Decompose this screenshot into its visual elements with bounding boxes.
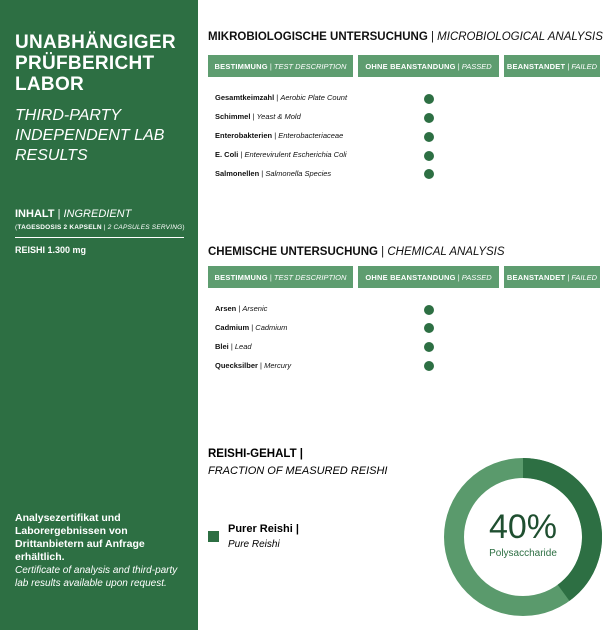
table-row: E. Coli | Enterevirulent Escherichia Coli [215, 150, 347, 159]
passed-dot [424, 305, 434, 315]
passed-dot [424, 151, 434, 161]
row-en: Mercury [264, 361, 292, 370]
reishi-section-title: REISHI-GEHALT | [208, 448, 304, 460]
header-bestimmung: BESTIMMUNG [214, 61, 268, 71]
dose-en: 2 CAPSULES SERVING [107, 224, 183, 231]
row-de: Enterobakterien [215, 131, 273, 140]
row-de: Cadmium [215, 323, 250, 332]
row-en: Cadmium [255, 323, 288, 332]
row-en: Salmonella Species [265, 169, 332, 178]
chem-title-de: CHEMISCHE UNTERSUCHUNG [208, 246, 378, 258]
table-row: Arsen | Arsenic [215, 304, 268, 313]
header-passed: PASSED [461, 272, 492, 282]
table-row: Cadmium | Cadmium [215, 323, 288, 332]
reishi-amount: REISHI 1.300 mg [15, 245, 87, 255]
ingredient-de: INHALT [15, 208, 55, 220]
header-bestimmung: BESTIMMUNG [214, 272, 268, 282]
chem-header-failed: BEANSTANDET | FAILED [504, 266, 600, 288]
chem-header-passed: OHNE BEANSTANDUNG | PASSED [358, 266, 499, 288]
micro-section-title: MIKROBIOLOGISCHE UNTERSUCHUNG | MICROBIOLOGICAL ANALYSIS [208, 31, 603, 43]
micro-header-test: BESTIMMUNG | TEST DESCRIPTION [208, 55, 353, 77]
table-row: Blei | Lead [215, 342, 252, 351]
dose-de: TAGESDOSIS 2 KAPSELN [17, 224, 102, 231]
passed-dot [424, 132, 434, 142]
row-de: Quecksilber [215, 361, 258, 370]
row-en: Enterobacteriaceae [278, 131, 344, 140]
row-de: E. Coli [215, 150, 239, 159]
header-beanstandet: BEANSTANDET [506, 272, 566, 282]
percent-caption: Polysaccharide [489, 548, 557, 559]
title-german: UNABHÄNGIGER PRÜFBERICHT LABOR [15, 32, 176, 95]
certificate-note-english: Certificate of analysis and third-party lab results available upon request. [15, 565, 178, 589]
header-passed: PASSED [461, 61, 492, 71]
legend-de: Purer Reishi [228, 523, 293, 535]
reishi-section-subtitle: FRACTION OF MEASURED REISHI [208, 465, 388, 477]
table-row: Schimmel | Yeast & Mold [215, 112, 301, 121]
percent-value: 40% [488, 508, 558, 546]
chem-header-test: BESTIMMUNG | TEST DESCRIPTION [208, 266, 353, 288]
header-ohne: OHNE BEANSTANDUNG [365, 61, 456, 71]
passed-dot [424, 361, 434, 371]
header-beanstandet: BEANSTANDET [506, 61, 566, 71]
passed-dot [424, 94, 434, 104]
passed-dot [424, 113, 434, 123]
row-de: Salmonellen [215, 169, 260, 178]
legend-label-en: Pure Reishi [228, 539, 280, 550]
legend-label-de: Purer Reishi | [228, 523, 299, 535]
row-en: Enterevirulent Escherichia Coli [244, 150, 347, 159]
row-de: Schimmel [215, 112, 251, 121]
table-row: Salmonellen | Salmonella Species [215, 169, 332, 178]
micro-title-de: MIKROBIOLOGISCHE UNTERSUCHUNG [208, 31, 428, 43]
reishi-title-de: REISHI-GEHALT [208, 448, 297, 460]
row-en: Arsenic [242, 304, 268, 313]
title-english: THIRD-PARTY INDEPENDENT LAB RESULTS [15, 107, 165, 164]
row-de: Blei [215, 342, 229, 351]
legend-swatch [208, 531, 219, 542]
row-en: Aerobic Plate Count [280, 93, 348, 102]
micro-header-passed: OHNE BEANSTANDUNG | PASSED [358, 55, 499, 77]
table-row: Enterobakterien | Enterobacteriaceae [215, 131, 344, 140]
chem-section-title: CHEMISCHE UNTERSUCHUNG | CHEMICAL ANALYSIS [208, 246, 505, 258]
table-row: Quecksilber | Mercury [215, 361, 292, 370]
ingredient-label: INHALT | INGREDIENT [15, 208, 132, 220]
passed-dot [424, 169, 434, 179]
micro-header-failed: BEANSTANDET | FAILED [504, 55, 600, 77]
passed-dot [424, 342, 434, 352]
row-en: Yeast & Mold [256, 112, 301, 121]
header-failed: FAILED [571, 61, 598, 71]
row-de: Arsen [215, 304, 237, 313]
dose-label: (TAGESDOSIS 2 KAPSELN | 2 CAPSULES SERVING) [15, 224, 185, 231]
table-row: Gesamtkeimzahl | Aerobic Plate Count [215, 93, 348, 102]
row-de: Gesamtkeimzahl [215, 93, 275, 102]
left-panel [0, 0, 198, 630]
passed-dot [424, 323, 434, 333]
micro-title-en: MICROBIOLOGICAL ANALYSIS [437, 31, 603, 43]
header-failed: FAILED [571, 272, 598, 282]
row-en: Lead [234, 342, 252, 351]
divider [15, 237, 184, 238]
header-test-description: TEST DESCRIPTION [273, 272, 347, 282]
header-ohne: OHNE BEANSTANDUNG [365, 272, 456, 282]
ingredient-en: INGREDIENT [63, 208, 132, 220]
certificate-note-german: Analysezertifikat und Laborergebnissen von Drittanbietern auf Anfrage erhältlich. [15, 512, 145, 563]
chem-title-en: CHEMICAL ANALYSIS [387, 246, 505, 258]
header-test-description: TEST DESCRIPTION [273, 61, 347, 71]
